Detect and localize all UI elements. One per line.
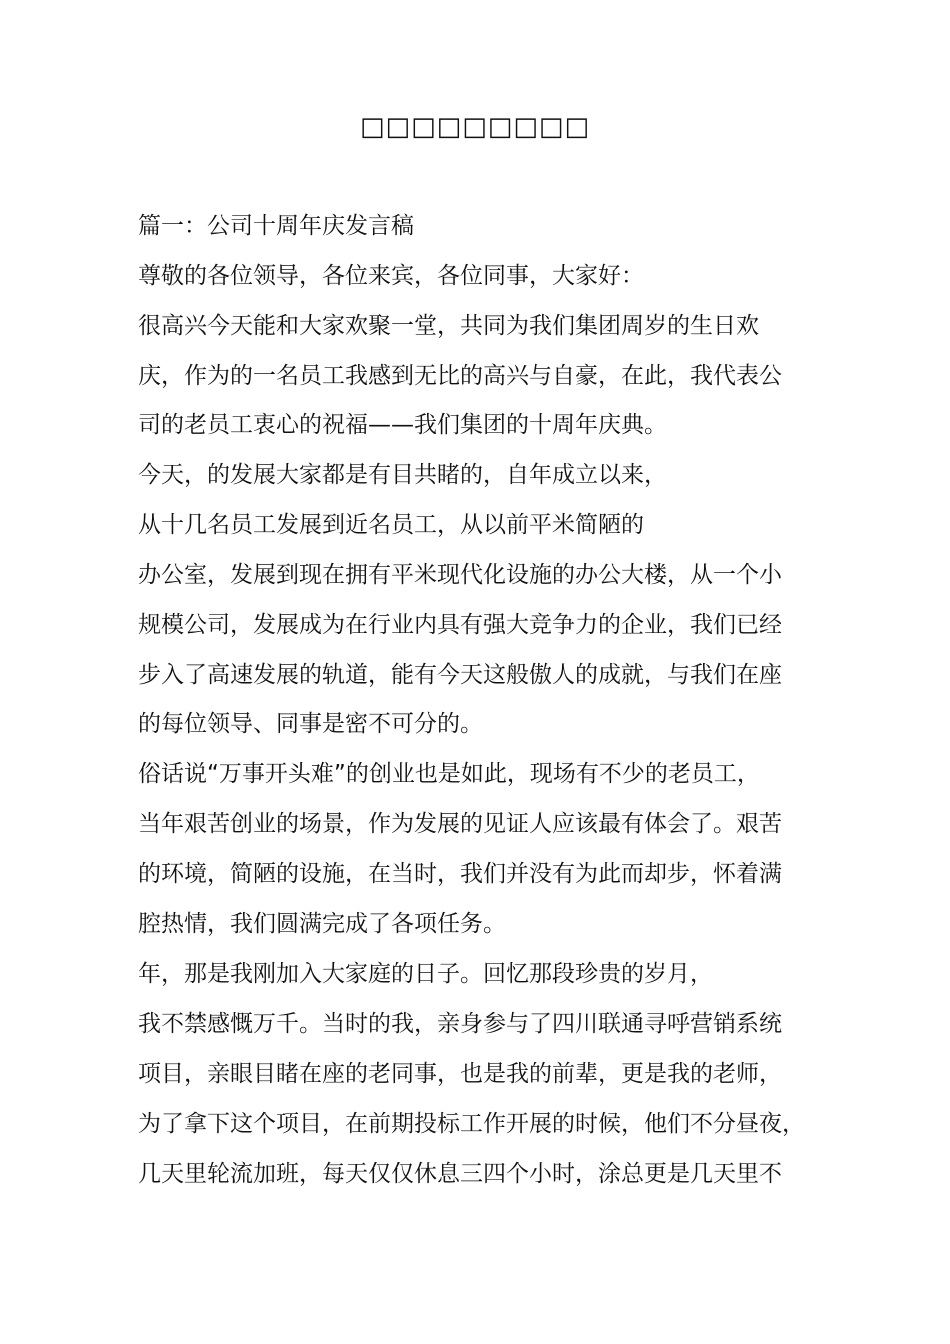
greeting-line: 尊敬的各位领导，各位来宾，各位同事，大家好： <box>138 263 644 289</box>
body-line: 俗话说“万事开头难”的创业也是如此，现场有不少的老员工， <box>138 761 760 787</box>
body-line: 的环境，简陋的设施，在当时，我们并没有为此而却步，怀着满 <box>138 861 782 887</box>
body-line: 今天，的发展大家都是有目共睹的，自年成立以来， <box>138 462 667 488</box>
body-line: 司的老员工衷心的祝福——我们集团的十周年庆典。 <box>138 412 667 438</box>
body-line: 我不禁感慨万千。当时的我，亲身参与了四川联通寻呼营销系统 <box>138 1011 782 1037</box>
body-line: 腔热情，我们圆满完成了各项任务。 <box>138 911 506 937</box>
body-line: 庆，作为的一名员工我感到无比的高兴与自豪，在此，我代表公 <box>138 363 782 389</box>
body-line: 当年艰苦创业的场景，作为发展的见证人应该最有体会了。艰苦 <box>138 811 782 837</box>
body-line: 几天里轮流加班，每天仅仅休息三四个小时，涂总更是几天里不 <box>138 1161 782 1187</box>
document-title: □□□□□□□□□ <box>359 112 591 142</box>
body-line: 为了拿下这个项目，在前期投标工作开展的时候，他们不分昼夜， <box>138 1111 805 1137</box>
heading-line: 篇一：公司十周年庆发言稿 <box>138 213 414 239</box>
body-line: 的每位领导、同事是密不可分的。 <box>138 711 483 737</box>
body-line: 很高兴今天能和大家欢聚一堂，共同为我们集团周岁的生日欢 <box>138 313 759 339</box>
body-line: 从十几名员工发展到近名员工，从以前平米简陋的 <box>138 512 644 538</box>
body-line: 项目，亲眼目睹在座的老同事，也是我的前辈，更是我的老师， <box>138 1061 782 1087</box>
body-line: 步入了高速发展的轨道，能有今天这般傲人的成就，与我们在座 <box>138 662 782 688</box>
body-line: 年，那是我刚加入大家庭的日子。回忆那段珍贵的岁月， <box>138 961 713 987</box>
body-line: 规模公司，发展成为在行业内具有强大竞争力的企业，我们已经 <box>138 612 782 638</box>
body-line: 办公室，发展到现在拥有平米现代化设施的办公大楼，从一个小 <box>138 562 782 588</box>
